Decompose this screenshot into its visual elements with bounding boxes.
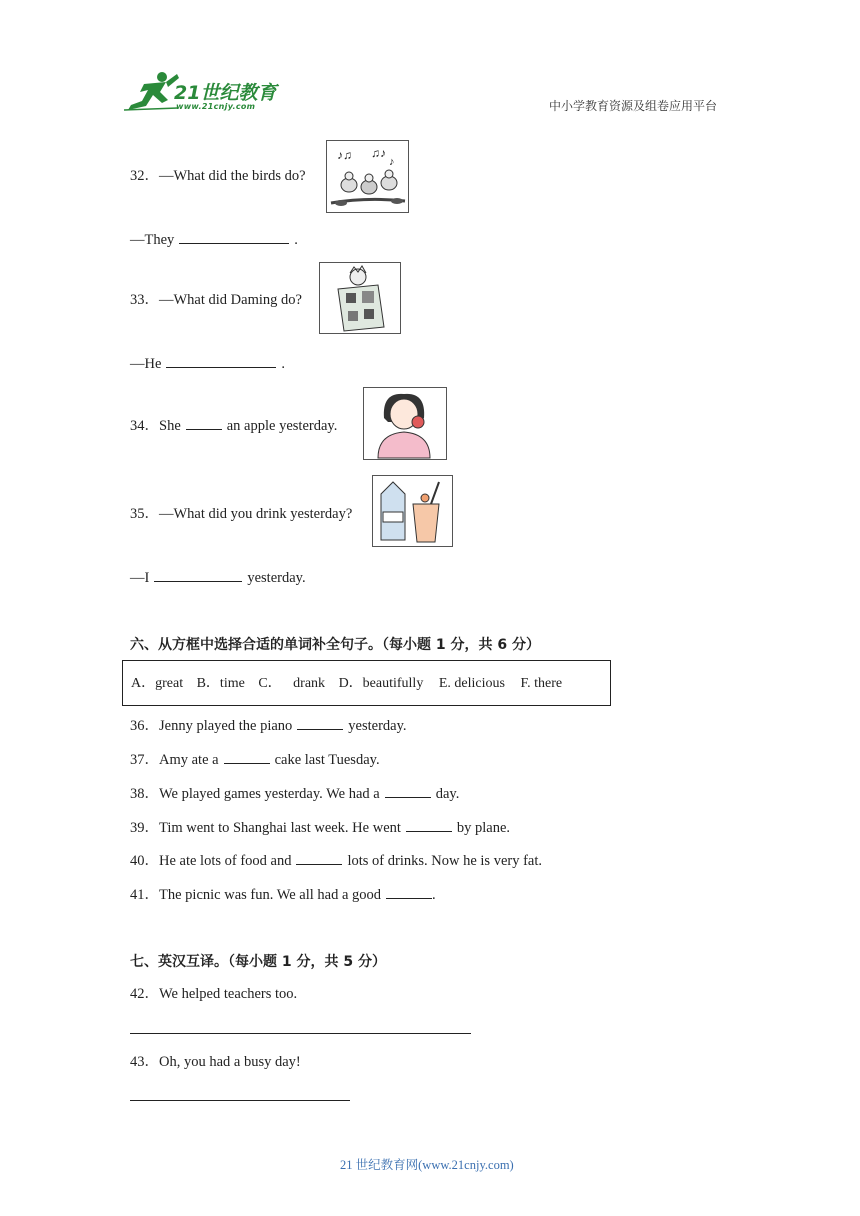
sentence-before: Jenny played the piano: [159, 718, 293, 734]
sentence-before: We played games yesterday. We had a: [159, 786, 380, 802]
sentence-before: He ate lots of food and: [159, 853, 292, 869]
question-38: [130, 783, 459, 803]
question-text: Oh, you had a busy day!: [159, 1054, 301, 1070]
header-platform-text: 中小学教育资源及组卷应用平台: [549, 99, 718, 113]
question-41: [130, 884, 436, 904]
question-32: [130, 167, 306, 185]
section-7-title: 七、英汉互译。（每小题 1 分，共 5 分）: [130, 954, 386, 970]
answer-suffix: .: [294, 232, 298, 248]
option-c-word: drank: [293, 676, 326, 691]
sentence-before: She: [159, 418, 181, 434]
answer-blank[interactable]: [166, 353, 276, 368]
answer-blank[interactable]: [186, 415, 222, 430]
question-33: [130, 291, 302, 309]
question-number: 34．: [130, 418, 159, 434]
question-number: 33．: [130, 292, 159, 308]
answer-prefix: —They: [130, 232, 175, 248]
question-number: 42．: [130, 986, 159, 1002]
answer-blank[interactable]: [224, 749, 270, 764]
question-39: [130, 817, 510, 837]
question-number: 41．: [130, 887, 159, 903]
question-text: —What did Daming do?: [159, 292, 302, 308]
answer-35: [130, 567, 306, 587]
answer-prefix: —I: [130, 570, 150, 586]
footer-text[interactable]: 21 世纪教育网(www.21cnjy.com): [340, 1158, 514, 1172]
question-42: [130, 985, 297, 1003]
answer-blank[interactable]: [385, 783, 431, 798]
question-40: [130, 850, 542, 870]
svg-text:♫♪: ♫♪: [371, 146, 386, 160]
svg-text:♪: ♪: [389, 156, 395, 168]
logo-text: 21世纪教育: [174, 82, 277, 104]
question-number: 35．: [130, 506, 159, 522]
answer-33: [130, 353, 285, 373]
sentence-after: lots of drinks. Now he is very fat.: [347, 853, 542, 869]
answer-32: [130, 229, 298, 249]
sentence-after: .: [432, 887, 436, 903]
option-f: F. there: [520, 676, 563, 691]
word-options: [131, 675, 562, 693]
singing-birds-icon: [326, 140, 409, 213]
answer-blank[interactable]: [179, 229, 289, 244]
answer-blank[interactable]: [406, 817, 452, 832]
sentence-before: The picnic was fun. We all had a good: [159, 887, 382, 903]
question-number: 37．: [130, 752, 159, 768]
answer-blank[interactable]: [386, 884, 432, 899]
svg-text:♪♫: ♪♫: [337, 148, 352, 162]
section-6-title: 六、从方框中选择合适的单词补全句子。（每小题 1 分，共 6 分）: [130, 637, 540, 653]
question-number: 36．: [130, 718, 159, 734]
sentence-after: an apple yesterday.: [226, 418, 338, 434]
reading-newspaper-icon: [319, 262, 401, 334]
question-36: [130, 715, 407, 735]
question-text: —What did the birds do?: [159, 168, 306, 184]
option-c: C．: [258, 676, 282, 691]
option-b: B．time: [196, 676, 245, 691]
answer-prefix: —He: [130, 356, 162, 372]
answer-suffix: .: [281, 356, 286, 372]
option-e: E. delicious: [438, 676, 505, 691]
question-43: [130, 1053, 301, 1071]
question-37: [130, 749, 380, 769]
option-d: D．beautifully: [338, 676, 424, 691]
sentence-after: by plane.: [456, 820, 511, 836]
sentence-after: day.: [435, 786, 460, 802]
sentence-after: cake last Tuesday.: [274, 752, 380, 768]
answer-blank[interactable]: [154, 567, 242, 582]
running-man-logo-icon: [122, 70, 180, 114]
question-35: [130, 505, 352, 523]
question-text: We helped teachers too.: [159, 986, 298, 1002]
question-text: —What did you drink yesterday?: [159, 506, 353, 522]
answer-blank[interactable]: [297, 715, 343, 730]
answer-suffix: yesterday.: [247, 570, 306, 586]
sentence-before: Amy ate a: [159, 752, 219, 768]
option-a: A．great: [131, 676, 184, 691]
answer-blank[interactable]: [296, 850, 342, 865]
answer-line-42[interactable]: [130, 1033, 471, 1034]
answer-line-43[interactable]: [130, 1100, 350, 1101]
milk-and-juice-icon: [372, 475, 453, 547]
question-number: 43．: [130, 1054, 159, 1070]
question-number: 39．: [130, 820, 159, 836]
sentence-before: Tim went to Shanghai last week. He went: [159, 820, 401, 836]
question-number: 38．: [130, 786, 159, 802]
question-number: 32．: [130, 168, 159, 184]
sentence-after: yesterday.: [348, 718, 407, 734]
question-number: 40．: [130, 853, 159, 869]
logo-url-text: www.21cnjy.com: [176, 102, 256, 111]
question-34: [130, 415, 337, 435]
header-logo: [122, 70, 292, 116]
girl-eating-apple-icon: [363, 387, 447, 460]
